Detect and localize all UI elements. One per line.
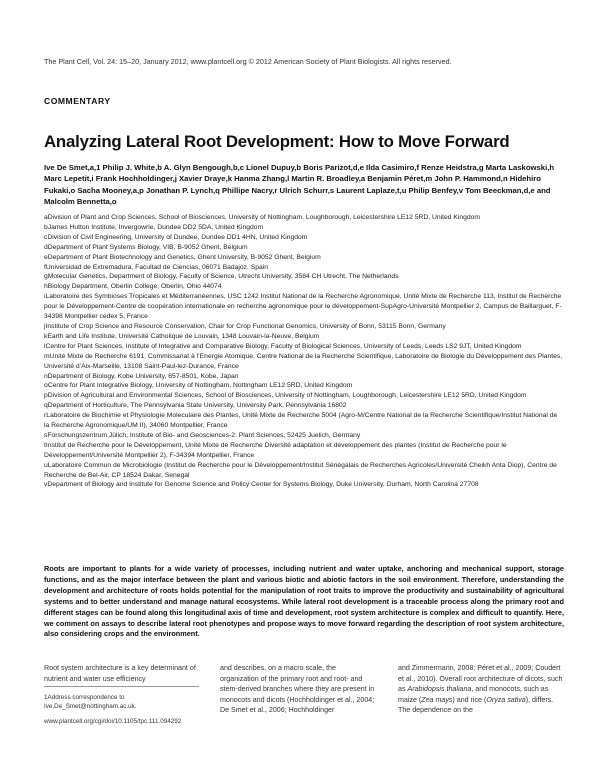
affiliation-item: eDepartment of Plant Biotechnology and Genetics, Ghent University, B-9052 Ghent, Belgium: [44, 253, 321, 261]
affiliation-item: jInstitute of Crop Science and Resource Conservation, Chair for Crop Functional Genomics, University of Bonn, 53115 Bonn, Germany: [44, 322, 446, 330]
affiliation-item: kEarth and Life Institute, Université Catholique de Louvain, 1348 Louvain-la-Neuve, Belgium: [44, 332, 320, 340]
body-text: ) and rice (: [452, 695, 487, 704]
author-list: Ive De Smet,a,1 Philip J. White,b A. Glyn Bengough,b,c Lionel Dupuy,b Boris Parizot,d,e Ilda Casimiro,f Renze Heidstra,g Marta Laskowski,h Marc Lepetit,i Frank Hochholdinger,j Xavier Draye,k Hanma Zhang,l Martin R. Broadley,a Benjamin Péret,m John P. Hammond,n Hidehiro Fukaki,o Sacha Mooney,a,p Jonathan P. Lynch,q Phillipe Nacry,r Ulrich Schurr,s Laurent Laplaze,t,u Philip Benfey,v Tom Beeckman,d,e and Malcolm Bennetta,o: [44, 163, 555, 207]
footnote-divider: [44, 686, 199, 687]
affiliation-item: oCentre for Plant Integrative Biology, University of Nottingham, Nottingham LE12 5RD, United Kingdom: [44, 382, 353, 390]
affiliation-item: fUniversidad de Extremadura, Facultad de Ciencias, 06071 Badajoz, Spain: [44, 263, 269, 271]
affiliation-item: gMolecular Genetics, Department of Biology, Faculty of Science, Utrecht University, 3584 CH Utrecht, The Netherlands: [44, 273, 399, 281]
body-text: ), differs. The dependence on the: [398, 695, 554, 715]
correspondence-footnote: 1Address correspondence to Ive.De_Smet@nottingham.ac.uk.: [44, 694, 137, 710]
species-name: Arabidopsis thaliana: [407, 685, 472, 694]
affiliation-item: tInstitut de Recherche pour le Développement, Unité Mixte de Recherche Diversité adaptation et développement des plantes (Institut de Recherche pour le Développement/Université Montpellier 2), F-34394 Montpellier, France: [44, 441, 507, 459]
body-text: and Zimmermann, 2008; Péret et al., 2009; Coudert et al., 2010). Overall root architecture of dicots, such as: [398, 664, 563, 694]
body-column-2: [220, 663, 375, 716]
affiliation-item: rLaboratoire de Biochimie et Physiologie Moleculaire des Plantes, Unité Mixte de Recherche 5004 (Agro-M/Centre National de la Recherche Scientifique/Institut National de la Recherche Agronomique/UM II), 34060 Montpellier, France: [44, 412, 558, 430]
affiliation-item: bJames Hutton Institute, Invergowrie, Dundee DD2 5DA, United Kingdom: [44, 223, 264, 231]
affiliation-item: cDivision of Civil Engineering, University of Dundee, Dundee DD1 4HN, United Kingdom: [44, 233, 308, 241]
affiliation-item: hBiology Department, Oberlin College, Oberlin, Ohio 44074: [44, 283, 222, 291]
journal-citation-line: The Plant Cell, Vol. 24: 15–20, January 2012, www.plantcell.org © 2012 American Society of Plant Biologists. All rights reserved.: [44, 57, 452, 66]
body-column-1: [44, 663, 199, 684]
abstract: Roots are important to plants for a wide variety of processes, including nutrient and water uptake, anchoring and mechanical support, storage functions, and as the major interface between the plant and various biotic and abiotic factors in the soil environment. Therefore, understanding the development and architecture of roots holds potential for the manipulation of root traits to improve the productivity and sustainability of agricultural systems and to better understand and manage natural ecosystems. While lateral root development is a traceable process along the primary root and different stages can be found along this longitudinal axis of time and development, root system architecture is complex and difficult to quantify. Here, we comment on assays to describe lateral root phenotypes and propose ways to move forward regarding the description of root system architecture, also considering crops and the environment.: [44, 564, 564, 639]
body-paragraph: [398, 663, 564, 716]
affiliation-item: iLaboratoire des Symbioses Tropicales et Méditerranéennes, USC 1242 Institut National de la Recherche Agronomique, Unité Mixte de Recherche 113, Institut de Recherche pour le Développement-Centre de coopération internationale en recherche agronomique pour le développement-SupAgro-Université Montpellier 2, Campus de Baillarguet, F-34398 Montpellier cedex 5, France: [44, 293, 562, 321]
affiliation-item: lCentre for Plant Sciences, Institute of Integrative and Comparative Biology, Faculty of Biological Sciences, University of Leeds, Leeds LS2 9JT, United Kingdom: [44, 342, 522, 350]
section-label: COMMENTARY: [44, 96, 111, 106]
affiliation-item: nDepartment of Biology, Kobe University, 657-8501, Kobe, Japan: [44, 372, 239, 380]
body-column-3: [398, 663, 564, 716]
doi-link[interactable]: www.plantcell.org/cgi/doi/10.1105/tpc.111.094292: [44, 718, 182, 725]
body-paragraph: and describes, on a macro scale, the organization of the primary root and root- and stem-derived branches where they are present in monocots and dicots (Hochholdinger et al., 2004; De Smet et al., 2006; Hochholdinger: [220, 664, 375, 715]
article-title: Analyzing Lateral Root Development: How to Move Forward: [44, 132, 510, 151]
species-name: Oryza sativa: [486, 695, 526, 704]
affiliation-item: dDepartment of Plant Systems Biology, VIB, B-9052 Ghent, Belgium: [44, 243, 248, 251]
affiliation-item: uLaboratoire Commun de Microbiologie (Institut de Recherche pour le Développement/Institut Sénégalais de Recherches Agricoles/Université Cheikh Anta Diop), Centre de Recherche de Bel-Air, CP 18524 Dakar, Senegal: [44, 461, 557, 479]
body-paragraph: Root system architecture is a key determinant of nutrient and water use efficiency: [44, 664, 196, 683]
body-text: , and monocots, such as maize (: [398, 685, 549, 704]
affiliation-item: vDepartment of Biology and Institute for Genome Science and Policy Center for Systems Biology, Duke University, Durham, North Carolina 27708: [44, 481, 479, 489]
affiliation-item: pDivision of Agricultural and Environmental Sciences, School of Biosciences, University of Nottingham, Loughborough, Leicestershire LE12 5RD, United Kingdom: [44, 392, 527, 400]
affiliation-item: qDepartment of Horticulture, The Pennsylvania State University, University Park, Pennsylvania 16802: [44, 402, 347, 410]
affiliation-item: aDivision of Plant and Crop Sciences, School of Biosciences, University of Nottingham, Loughborough, Leicestershire LE12 5RD, United Kingdom: [44, 214, 480, 221]
species-name: Zea mays: [421, 695, 453, 704]
affiliation-item: mUnité Mixte de Recherche 6191, Commissariat à l’Energie Atomique, Centre National de la Recherche Scientifique, Laboratoire de Biologie du Développement des Plantes, Université d’Aix-Marseille, 13108 Saint-Paul-lez-Durance, France: [44, 352, 563, 370]
affiliation-item: sForschungszentrum Jülich, Institute of Bio- and Geosciences-2: Plant Sciences, 52425 Juelich, Germany: [44, 431, 361, 439]
affiliation-list: [44, 213, 564, 490]
